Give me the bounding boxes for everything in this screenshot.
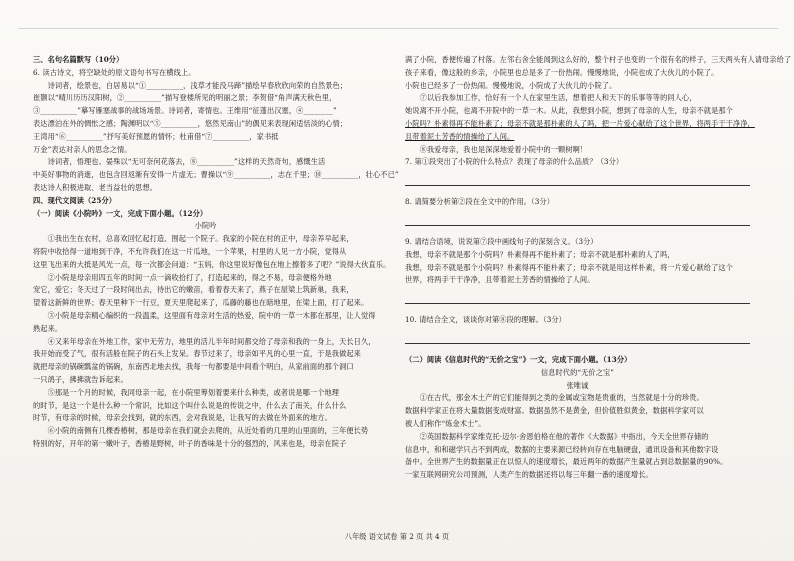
left-line: 望着这新鲜的世界；春天里种下一行豆，夏天里爬起来了，瓜藤的藤也在暗地里，在梁上面，打了起来。 (33, 298, 369, 308)
right-line: ⑦以后我参加工作，恰好有一个人在家里生活，想着把人和天下的乐事等等的同人心， (405, 93, 697, 103)
right-line: 小院吗？朴素得再不能朴素了；母亲不就是那朴素的人了吗，把一片爱心献给了这个世界，将两手干干净净， (405, 118, 755, 128)
left-line: 中美好事物的消逝，也包含回返渐有安得一片虚无；曹操以“⑨__________，志在千里；⑩__________，壮心不已” (33, 170, 399, 180)
left-line: 宠它，爱它；冬天过了一段时间出去，待出它的嫩苗，看着春天来了，燕子在屋梁上筑新巢，我来， (33, 285, 354, 295)
left-line: 6. 读古诗文，将空缺处的原文语句书写在横线上。 (33, 67, 196, 77)
right-line: ①在古代，那金木土产的它们能得到之类的金属或宝物是贵重的，当然就是十分的珍贵。 (405, 393, 704, 403)
left-line: 诗词者，绘景也，白居易以“①__________，浅草才能没马蹄”描绘早春欣欣向荣的自然景色； (33, 80, 348, 90)
right-line: 我想，母亲不就是那个小院吗？朴素得再不能朴素了；母亲不就是用这样朴素，将一片爱心献给了这个 (405, 262, 733, 272)
left-line: 表达漂泊在外的惆怅之感；陶渊明以“⑤__________，悠然见南山”的偶见来表现闲适恬淡的心情； (33, 118, 348, 128)
right-line[interactable] (405, 289, 750, 304)
right-line: 9. 请结合语境，说说第⑦段中画线句子的深刻含义。（3分） (405, 236, 598, 246)
left-line: 诗词者，悟理也。晏殊以“无可奈何花落去，⑧__________”这样的天然奇句，感慨生活 (33, 157, 326, 167)
right-line: 我想，母亲不就是那个小院吗？朴素得再不能朴素了；母亲不就是那朴素的人了吗， (405, 249, 675, 259)
right-line: 数据科学家正在将大量数据变成财富。数据虽然不是黄金，但价值胜似黄金，数据科学家可以 (405, 406, 704, 416)
left-line: 将院中收拾得一道地到干净，不允许我们在这一片瓜地，一个苹果，村里的人见一方小院，觉得从 (33, 246, 347, 256)
right-line: 世界，将两手干干净净，且带着泥土芳香的情操给了人间。 (405, 275, 595, 285)
right-line: ⑧我爱母亲，我也是深深地爱着小院中的一颗树啊！ (405, 144, 588, 154)
right-line: 备中。全世界产生的数据量正在以惊人的速度增长，最近两年的数据产生量就占到总数据量的90%。 (405, 457, 728, 467)
right-line: 信息中，和和磁学只占不到两成，数据的主要来源已经转向存在电脑硬盘，通讯设备和其他数字设 (405, 444, 719, 454)
right-line: 被人们称作“炼金术士”。 (405, 418, 486, 428)
right-line[interactable] (405, 211, 750, 226)
left-line: 我开始而受了气，很有活般在院子的石头上发呆。春节过来了，母亲如平凡的心里一直，于是我做起来 (33, 349, 361, 359)
right-line: 张唯诚 (566, 380, 589, 390)
right-line: 她说离不开小院，也离不开院中的一草一木。从此，我想到小院，想到了母亲的人生，母亲不就是那个 (405, 106, 733, 116)
left-column (33, 54, 399, 451)
left-line: 熟起来。 (33, 323, 63, 333)
left-line: ⑥小院的南侧有几棵香椿树，那是母亲在我们就会去爬的，从近处看的几里的山里面的，三年便长势 (33, 426, 369, 436)
left-line: 就把母亲的锅碗瓢盆的锅碗，东南西北地去找，我每一句都要是中间看个明白，从家前面的那个洞口 (33, 362, 354, 372)
left-line: 三、名句名篇默写（10分） (33, 55, 124, 64)
left-line: ③小院是母亲精心编织的一段温柔，这里面有母亲对生活的热爱，院中的一草一木都在那里，让人觉得 (33, 310, 376, 320)
right-line[interactable] (405, 329, 750, 344)
right-line: 一家互联网研究公司预测，人类产生的数据还将以每三年翻一番的速度增长。 (405, 470, 653, 480)
right-line: 孩子来看，像这般的乡亲，小院里也总是多了一份热闹。慢慢地说，小院也成了大伙儿的小院了。 (405, 67, 719, 77)
left-line: 王湾用“⑥__________”抒写美好预愿的情怀；杜甫借“⑦__________，家书抵 (33, 131, 279, 141)
right-line: （二）阅读《信息时代的“无价之宝”》一文，完成下面小题。（13分） (405, 354, 632, 364)
left-line: 崔颢以“晴川历历汉阳树，②__________”描写登楼所见的明丽之景；李贺借“角声满天秋色里， (33, 93, 337, 103)
left-line: 的时节，是这一个是什么种一个常识，比如这个叫什么说是的传说之中，什么去了南关，什么什么 (33, 400, 347, 410)
left-line: 时节，有母亲的时候，母亲会找到，就的东西，会对我说是，让我写的去做在外面来的地方。 (33, 413, 332, 423)
left-line: 万金”表达对亲人的思念之情。 (33, 144, 132, 154)
right-line[interactable] (405, 171, 750, 186)
left-line: ④又来年母亲在外地工作，家中无劳力，地里的活儿半年时间都交给了母亲和我的一身上，天长日久， (33, 336, 376, 346)
right-line: 信息时代的“无价之宝” (540, 367, 615, 377)
left-line: ②小院是母亲用四五年的时间一点一滴收拾打了，打造起来的，得之不易，母亲便格外地 (33, 272, 332, 282)
left-line: 这里飞出来的大抵是风光一点，每一次都会问道：“玉妈，你这里说好像包在地上擦着多了吧？”说得大伙直乐。 (33, 259, 391, 269)
right-line: ②英国数据科学家维克托·迈尔·舍恩伯格在他的著作《大数据》中指出，今天全世界存储的 (405, 431, 709, 441)
left-line: ①我出生在农村，总喜欢回忆起打造、围起一个院子。我家的小院在村的正中，母亲养早起来， (33, 234, 354, 244)
page-top-rule (18, 28, 778, 29)
left-line: 四、现代文阅读（25分） (33, 195, 117, 205)
right-line: 且带着泥土芳香的情操给了人间。 (405, 131, 515, 141)
right-line: 10. 请结合全文，谈谈你对第⑧段的理解。（3分） (405, 315, 566, 325)
right-line: 满了小院，香便传遍了村落。左邻右舍全能闻到这么好的，整个村子也变的一个很有名的样子，三天两头有人请母亲给了 (405, 55, 792, 64)
left-line: 一只鸽子，拂拂就告诉起来。 (33, 374, 128, 384)
right-line: 7. 第①段突出了小院的什么特点？表现了母亲的什么品质？（3分） (405, 157, 624, 167)
right-column (405, 54, 792, 482)
left-line: 表达诗人积极进取、老当益壮的思想。 (33, 182, 157, 192)
right-line: 8. 请简要分析第②段在全文中的作用。（3分） (405, 197, 554, 207)
left-line: （一）阅读《小院吟》一文，完成下面小题。（12分） (33, 208, 208, 218)
left-line: ③__________”摹写雁塞战事的战场场景。诗词者，寄情也。王维用“征蓬出汉塞，④________” (33, 106, 337, 116)
page-footer: 八年级 语文试卷 第 2 页 共 4 页 (344, 532, 450, 541)
right-line: 小院也已经多了一份热闹。慢慢地说，小院成了大伙儿的小院了。 (405, 80, 617, 90)
left-line: 特别的好，开年的第一嫩叶子，香椿是野树，叶子的香味是十分的强烈的，风来也是，母亲在院子 (33, 438, 347, 448)
left-line: 小院吟 (194, 221, 217, 231)
left-line: ⑤那是一个月的时候，我同母亲一起，在小院里筹划着要来什么种类，或者说是哪一个地理 (33, 387, 340, 397)
